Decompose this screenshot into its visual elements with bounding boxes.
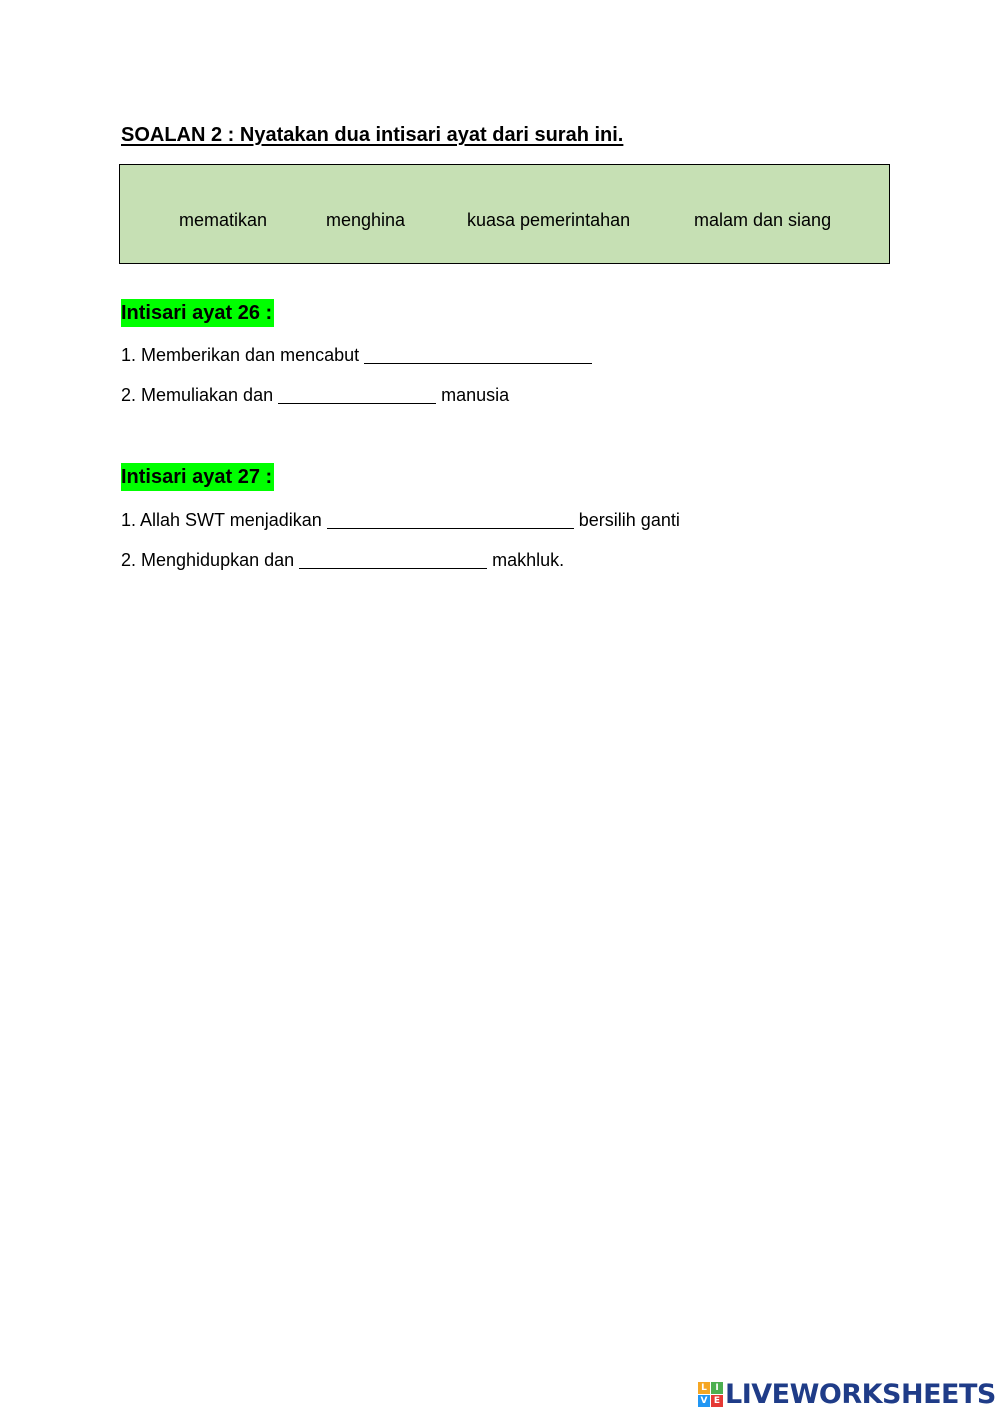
answer-input[interactable] (299, 555, 487, 573)
answer-prefix: 1. Allah SWT menjadikan (121, 510, 322, 530)
answer-line (121, 383, 509, 407)
word-bank-item[interactable]: kuasa pemerintahan (467, 210, 631, 230)
answer-blank[interactable] (278, 385, 436, 404)
logo-squares-icon (698, 1382, 723, 1407)
word-bank (119, 164, 890, 264)
answer-blank[interactable] (299, 550, 487, 569)
answer-line (121, 343, 597, 367)
answer-suffix: makhluk. (492, 550, 565, 570)
logo-letter-square: I (711, 1382, 723, 1394)
section-heading-ayat-27: Intisari ayat 27 : (121, 463, 274, 491)
answer-input[interactable] (278, 390, 436, 408)
logo-letter-square: L (698, 1382, 710, 1394)
answer-line (121, 508, 680, 532)
answer-blank[interactable] (327, 510, 574, 529)
logo-text: LIVEWORKSHEETS (725, 1378, 996, 1410)
section-heading-ayat-26: Intisari ayat 26 : (121, 299, 274, 327)
word-bank-item[interactable]: malam dan siang (694, 210, 832, 230)
answer-line (121, 548, 564, 572)
answer-input[interactable] (327, 515, 574, 533)
answer-suffix: bersilih ganti (578, 510, 680, 530)
word-bank-item[interactable]: mematikan (179, 210, 268, 230)
logo-letter-square: V (698, 1395, 710, 1407)
answer-prefix: 1. Memberikan dan mencabut (121, 345, 360, 365)
answer-suffix: manusia (441, 385, 510, 405)
answer-prefix: 2. Menghidupkan dan (121, 550, 295, 570)
answer-input[interactable] (364, 350, 592, 368)
word-bank-item[interactable]: menghina (326, 210, 406, 230)
liveworksheets-logo (698, 1376, 996, 1412)
page-title: SOALAN 2 : Nyatakan dua intisari ayat dari surah ini. (121, 124, 624, 146)
answer-blank[interactable] (364, 345, 592, 364)
logo-letter-square: E (711, 1395, 723, 1407)
answer-prefix: 2. Memuliakan dan (121, 385, 274, 405)
